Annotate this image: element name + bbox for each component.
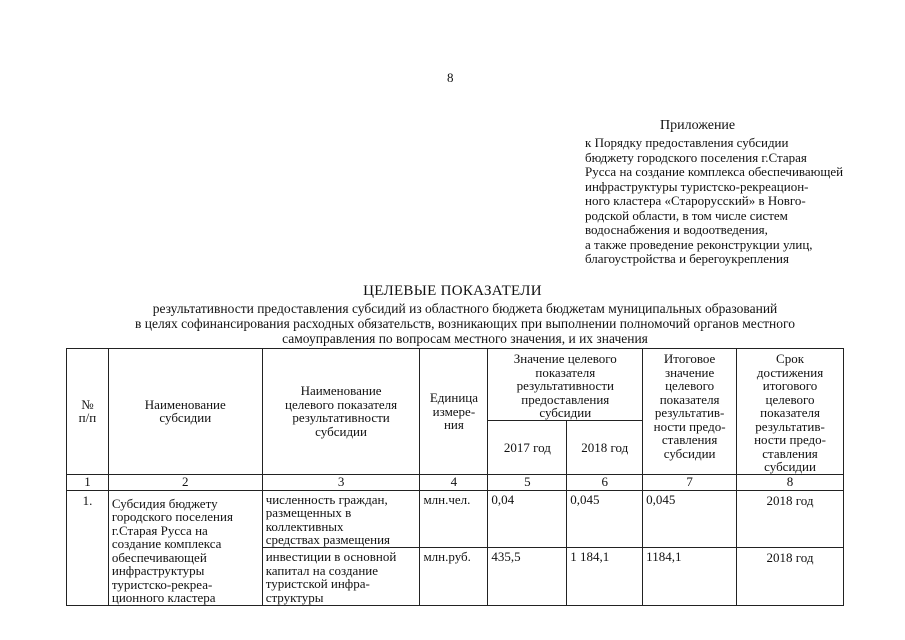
final-value: 0,045 xyxy=(643,490,737,548)
deadline: 2018 год xyxy=(737,490,844,548)
header-num: № п/п xyxy=(67,349,109,475)
header-indicator-name: Наименование целевого показателя результативности субсидии xyxy=(262,349,420,475)
column-number: 5 xyxy=(488,474,567,490)
row-number: 1. xyxy=(67,490,109,605)
column-number: 4 xyxy=(420,474,488,490)
subsidy-name: Субсидия бюджету городского поселения г.Старая Русса на создание комплекса обеспечивающей инфраструктуры туристско-рекреа- ционного кластера xyxy=(108,490,262,605)
header-year-2018: 2018 год xyxy=(567,421,643,474)
indicator-unit: млн.руб. xyxy=(420,548,488,606)
value-2018: 1 184,1 xyxy=(567,548,643,606)
page-number: 8 xyxy=(447,70,454,85)
column-number: 1 xyxy=(67,474,109,490)
deadline: 2018 год xyxy=(737,548,844,606)
header-final-value: Итоговое значение целевого показателя результатив- ности предо- ставления субсидии xyxy=(643,349,737,475)
header-year-2017: 2017 год xyxy=(488,421,567,474)
document-title: ЦЕЛЕВЫЕ ПОКАЗАТЕЛИ xyxy=(363,283,542,299)
column-number: 6 xyxy=(567,474,643,490)
indicator-name: инвестиции в основной капитал на создание туристской инфра- структуры xyxy=(262,548,420,606)
column-number: 3 xyxy=(262,474,420,490)
value-2018: 0,045 xyxy=(567,490,643,548)
table-row xyxy=(67,490,844,548)
column-number: 8 xyxy=(737,474,844,490)
column-number: 2 xyxy=(108,474,262,490)
indicator-name: численность граждан, размещенных в коллективных средствах размещения xyxy=(262,490,420,548)
column-numbers-row xyxy=(67,474,844,490)
appendix-text: к Порядку предоставления субсидии бюджету городского поселения г.Старая Русса на создание комплекса обеспечивающей инфраструктуры туристско-рекреацион- ного кластера «Старорусский» в Новго- родской области, в том числе систем водоснабжения и водоотведения, а также проведение реконструкции улиц, благоустройства и берегоукрепления xyxy=(585,135,844,266)
header-unit: Единица измере- ния xyxy=(420,349,488,475)
appendix-title: Приложение xyxy=(660,118,736,133)
header-deadline: Срок достижения итогового целевого показателя результатив- ности предо- ставления субсидии xyxy=(737,349,844,475)
indicator-unit: млн.чел. xyxy=(420,490,488,548)
value-2017: 435,5 xyxy=(488,548,567,606)
final-value: 1184,1 xyxy=(643,548,737,606)
value-2017: 0,04 xyxy=(488,490,567,548)
header-subsidy-name: Наименование субсидии xyxy=(108,349,262,475)
indicators-table xyxy=(66,348,844,606)
column-number: 7 xyxy=(643,474,737,490)
header-value-group: Значение целевого показателя результативности предоставления субсидии xyxy=(488,349,643,421)
document-subtitle: результативности предоставления субсидий из областного бюджета бюджетам муниципальных образований в целях софинансирования расходных обязательств, возникающих при выполнении полномочий органов местного самоуправления по вопросам местного значения, и их значения xyxy=(135,301,795,346)
